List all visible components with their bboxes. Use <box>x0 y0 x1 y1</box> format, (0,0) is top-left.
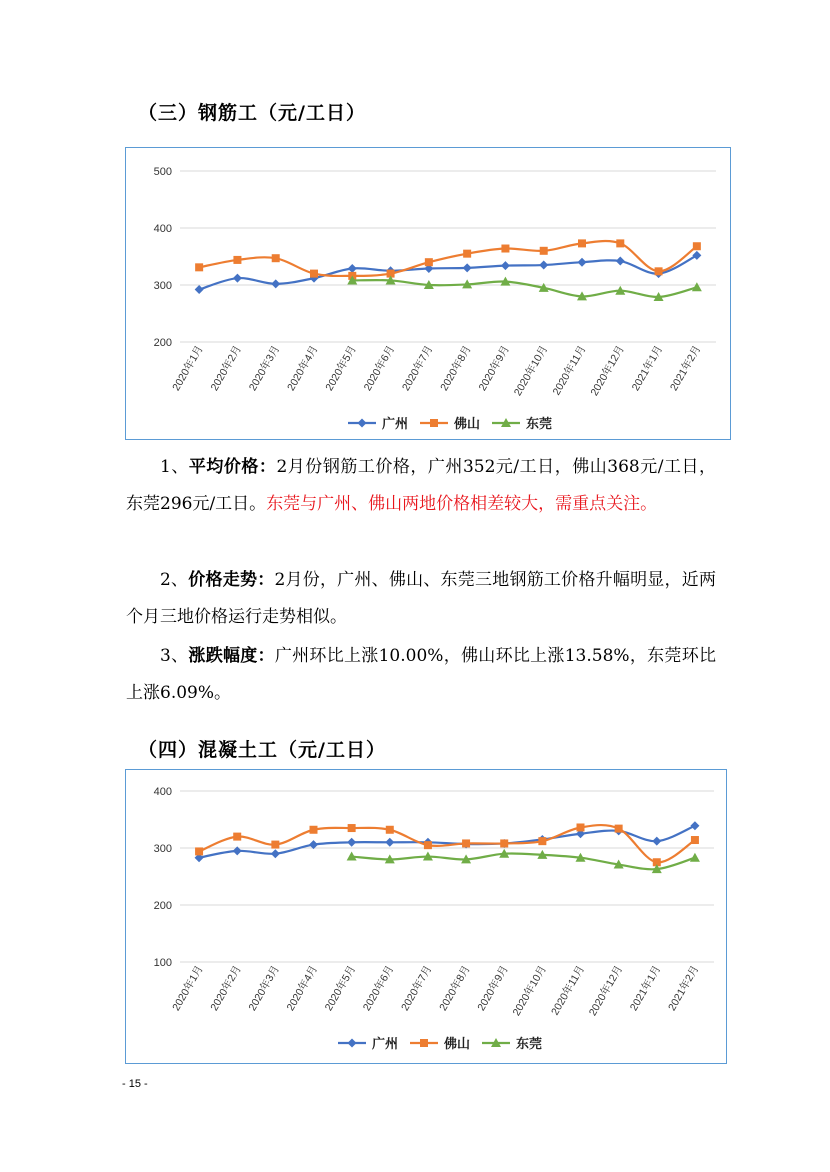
series-2 <box>195 239 701 279</box>
x-tick-label: 2020年11月 <box>550 343 589 398</box>
y-tick-label: 200 <box>153 900 172 912</box>
chart-legend <box>348 416 552 432</box>
data-point <box>616 239 624 247</box>
data-point <box>310 826 318 834</box>
data-point <box>195 847 203 855</box>
paragraph-change-rate: 3、涨跌幅度：广州环比上涨10.00%，佛山环比上涨13.58%，东莞环比上涨6.09%。 <box>126 646 716 703</box>
section-4-heading: （四）混凝土工（元/工日） <box>138 739 386 761</box>
data-point <box>424 841 432 849</box>
data-point <box>578 239 586 247</box>
x-tick-label: 2020年8月 <box>438 343 474 393</box>
data-point <box>500 839 508 847</box>
change-rate-text: 广州环比上涨10.00%，佛山环比上涨13.58%，东莞环比上涨6.09%。 <box>126 646 716 703</box>
data-point <box>501 245 509 253</box>
x-tick-label: 2021年1月 <box>629 343 666 393</box>
x-tick-label: 2020年5月 <box>323 343 359 393</box>
price-trend-text: 2月份，广州、佛山、东莞三地钢筋工价格升幅明显，近两个月三地价格运行走势相似。 <box>126 570 716 627</box>
data-point <box>386 826 394 834</box>
legend-marker <box>430 419 438 427</box>
data-point <box>693 242 701 250</box>
data-point <box>540 247 548 255</box>
data-point <box>233 256 241 264</box>
x-tick-label: 2020年6月 <box>360 963 397 1013</box>
data-point <box>691 836 699 844</box>
data-point <box>616 257 625 266</box>
label-change-rate: 涨跌幅度： <box>188 646 275 666</box>
y-tick-label: 400 <box>153 786 172 798</box>
data-point <box>463 250 471 258</box>
x-tick-label: 2020年7月 <box>399 963 435 1013</box>
x-tick-label: 2020年12月 <box>586 963 626 1019</box>
data-point <box>348 264 357 273</box>
legend-marker <box>348 1039 357 1048</box>
x-tick-label: 2021年1月 <box>627 963 664 1013</box>
x-tick-label: 2020年1月 <box>170 963 206 1013</box>
data-point <box>690 853 700 862</box>
data-point <box>272 254 280 262</box>
y-tick-label: 100 <box>153 957 172 969</box>
legend-label: 广州 <box>372 1037 399 1052</box>
data-point <box>195 285 204 294</box>
legend-label: 广州 <box>382 417 409 432</box>
legend-label: 佛山 <box>444 1037 471 1052</box>
y-tick-label: 200 <box>153 337 172 349</box>
data-point <box>348 824 356 832</box>
x-tick-label: 2021年2月 <box>667 343 704 393</box>
label-average-price: 平均价格： <box>188 457 277 477</box>
series-3 <box>347 275 702 301</box>
x-tick-label: 2020年3月 <box>246 963 282 1013</box>
x-tick-label: 2020年9月 <box>476 343 513 393</box>
average-price-text: 2月份钢筋工价格，广州352元/工日，佛山368元/工日，东莞296元/工日。 <box>126 457 717 514</box>
legend-marker <box>420 1039 428 1047</box>
data-point <box>271 841 279 849</box>
data-point <box>310 270 318 278</box>
series-3 <box>347 849 700 873</box>
series-line <box>352 280 697 297</box>
x-tick-label: 2020年5月 <box>322 963 359 1013</box>
paragraph-price-trend: 2、价格走势：2月份，广州、佛山、东莞三地钢筋工价格升幅明显，近两个月三地价格运行走势相似。 <box>126 570 716 627</box>
x-tick-label: 2020年8月 <box>437 963 473 1013</box>
chart-legend <box>338 1036 542 1052</box>
series-line <box>352 853 695 869</box>
data-point <box>577 823 585 831</box>
data-point <box>195 263 203 271</box>
data-point <box>538 837 546 845</box>
data-point <box>271 849 280 858</box>
data-point <box>652 837 661 846</box>
y-tick-label: 300 <box>153 843 172 855</box>
data-point <box>615 825 623 833</box>
y-tick-label: 500 <box>153 166 172 178</box>
x-tick-label: 2020年4月 <box>285 343 321 393</box>
legend-label: 东莞 <box>526 417 553 432</box>
legend-label: 佛山 <box>454 417 481 432</box>
paragraph-average-price: 1、平均价格：2月份钢筋工价格，广州352元/工日，佛山368元/工日，东莞296元/工日。东莞与广州、佛山两地价格相差较大，需重点关注。 <box>126 457 717 514</box>
data-point <box>539 261 548 270</box>
data-point <box>501 261 510 270</box>
x-tick-label: 2020年2月 <box>208 963 244 1013</box>
data-point <box>692 251 701 260</box>
data-point <box>347 838 356 847</box>
legend-label: 东莞 <box>516 1037 543 1052</box>
y-tick-label: 300 <box>153 280 172 292</box>
data-point <box>271 279 280 288</box>
x-tick-label: 2020年4月 <box>284 963 321 1013</box>
data-point <box>462 839 470 847</box>
page-number: - 15 - <box>122 1078 148 1090</box>
x-tick-label: 2020年12月 <box>588 343 627 399</box>
concrete-worker-price-chart <box>125 769 727 1064</box>
data-point <box>233 833 241 841</box>
x-tick-label: 2020年10月 <box>511 343 551 399</box>
series-2 <box>195 823 699 866</box>
x-tick-label: 2020年7月 <box>399 343 436 393</box>
x-tick-label: 2020年6月 <box>361 343 398 393</box>
x-tick-label: 2020年11月 <box>549 963 588 1018</box>
data-point <box>425 258 433 266</box>
chart-1-svg <box>126 148 730 439</box>
x-tick-label: 2020年2月 <box>208 343 245 393</box>
data-point <box>463 263 472 272</box>
x-tick-label: 2020年3月 <box>246 343 283 393</box>
chart-2-svg <box>126 770 726 1063</box>
highlight-note: 东莞与广州、佛山两地价格相差较大，需重点关注。 <box>266 494 658 514</box>
data-point <box>690 821 699 830</box>
data-point <box>692 282 702 291</box>
series-1 <box>195 821 700 862</box>
x-tick-label: 2020年10月 <box>510 963 549 1019</box>
label-price-trend: 价格走势： <box>188 570 275 590</box>
data-point <box>655 267 663 275</box>
data-point <box>233 274 242 283</box>
data-point <box>578 258 587 267</box>
x-tick-label: 2020年9月 <box>475 963 511 1013</box>
x-tick-label: 2020年1月 <box>170 343 206 393</box>
legend-marker <box>358 419 367 428</box>
section-3-heading: （三）钢筋工（元/工日） <box>138 102 366 124</box>
x-tick-label: 2021年2月 <box>666 963 702 1013</box>
rebar-worker-price-chart <box>125 147 731 440</box>
data-point <box>385 838 394 847</box>
y-tick-label: 400 <box>153 223 172 235</box>
